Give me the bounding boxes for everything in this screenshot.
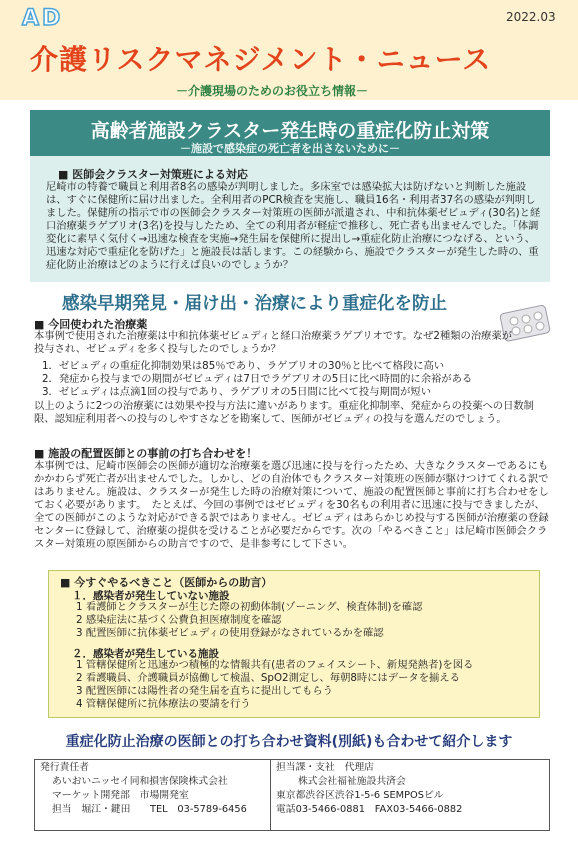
publisher-dept: マーケット開発部 市場開発室 bbox=[52, 790, 189, 801]
publisher-contact: 担当 堀江・鍵田 TEL 03-5789-6456 bbox=[52, 804, 247, 815]
todo-group2-title: ２．感染者が発生している施設 bbox=[72, 648, 219, 660]
list-item: 3．ゼビュディは点滴1回の投与であり、ラゲブリオの5日間に比べて投与期間が短い bbox=[42, 386, 432, 398]
agent-label: 担当課・支社 代理店 bbox=[276, 762, 374, 773]
footer-divider bbox=[270, 759, 271, 831]
closing-note: 重症化防止治療の医師との打ち合わせ資料(別紙)も合わせて紹介します bbox=[65, 734, 513, 750]
feature-title: 高齢者施設クラスター発生時の重症化防止対策 bbox=[90, 120, 490, 142]
issue-date: 2022.03 bbox=[506, 10, 556, 24]
list-item: 3 配置医師に抗体薬ゼビュディの使用登録がなされているかを確認 bbox=[76, 627, 384, 639]
feature-section-heading: ■ 医師会クラスター対策班による対応 bbox=[58, 168, 248, 181]
todo-group1-list bbox=[76, 601, 526, 640]
publisher-info bbox=[40, 761, 247, 817]
section-heading: 感染早期発見・届け出・治療により重症化を防止 bbox=[62, 294, 447, 314]
doctor-meeting-heading: ■ 施設の配置医師との事前の打ち合わせを！ bbox=[34, 447, 258, 460]
newsletter-subtitle: －介護現場のためのお役立ち情報－ bbox=[176, 84, 369, 98]
agent-address: 東京都渋谷区渋谷1-5-6 SEMPOSビル bbox=[276, 790, 444, 801]
agent-phone: 電話03-5466-0881 FAX03-5466-0882 bbox=[276, 804, 463, 815]
list-item: 2 看護職員、介護職員が協働して検温、SpO2測定し、毎朝8時にはデータを揃える bbox=[76, 672, 460, 684]
reasons-list bbox=[42, 360, 542, 399]
doctor-meeting-body: 本事例では、尼崎市医師会の医師が適切な治療薬を選び迅速に投与を行ったため、大きなクラスターであるにもかかわらず死亡者が出ませんでした。しかし、どの自治体でもクラスター対策班の医師が駆けつけてくれる訳ではありません。施設は、クラスターが発生した時の治療対策について、施設の配置医師と事前に打ち合わせをしておく必要があります。 たとえば、今回の事例ではゼビュディを30名もの利用者に迅速に投与できましたが、全ての医師がこのような対応ができる訳ではありません。ゼビュディはあらかじめ投与する医師が治療薬の登録センターに登録して、治療薬の提供を受けることが必要だからです。次の「やるべきこと」は尼崎市医師会クラスター対策班の原医師からの助言ですので、是非参考にして下さい。 bbox=[34, 460, 549, 550]
list-item: 2．発症から投与までの期間がゼビュディは7日でラゲブリオの5日に比べ時間的に余裕がある bbox=[42, 373, 473, 385]
publisher-label: 発行責任者 bbox=[40, 762, 89, 773]
reasons-body: 以上のように2つの治療薬には効果や投与方法に違いがあります。重症化抑制率、発症からの投薬への日数制限、認知症利用者への投与のしやすさなどを勘案して、医師がゼビュディの投与を選んだのでしょう。 bbox=[34, 400, 534, 425]
todo-group2-list bbox=[76, 659, 526, 711]
publisher-company: あいおいニッセイ同和損害保険株式会社 bbox=[52, 776, 228, 787]
drugs-heading: ■ 今回使われた治療薬 bbox=[34, 318, 148, 331]
todo-heading: ■ 今すぐやるべきこと（医師からの助言） bbox=[60, 576, 273, 589]
ad-badge: AD bbox=[22, 6, 64, 31]
agent-company: 株式会社福祉施設共済会 bbox=[298, 776, 406, 787]
agent-info bbox=[276, 761, 462, 817]
list-item: 4 管轄保健所に抗体療法の要請を行う bbox=[76, 698, 251, 710]
drugs-body: 本事例で使用された治療薬は中和抗体薬ゼビュディと経口治療薬ラゲブリオです。なぜ2種類の治療薬が投与され、ゼビュディを多く投与したのでしょうか？ bbox=[34, 330, 513, 355]
list-item: 2 感染症法に基づく公費負担医療制度を確認 bbox=[76, 614, 282, 626]
feature-subtitle: －施設で感染症の死亡者を出さないために－ bbox=[180, 142, 400, 155]
list-item: 1 看護師とクラスターが生じた際の初動体制(ゾーニング、検査体制)を確認 bbox=[76, 601, 423, 613]
list-item: 3 配置医師には陽性者の発生届を直ちに提出してもらう bbox=[76, 685, 333, 697]
newsletter-title: 介護リスクマネジメント・ニュース bbox=[30, 43, 492, 76]
list-item: 1．ゼビュディの重症化抑制効果は85％であり、ラゲブリオの30％と比べて格段に高い bbox=[42, 360, 445, 372]
list-item: 1 管轄保健所と迅速かつ積極的な情報共有(患者のフェイスシート、新規発熱者)を図る bbox=[76, 659, 474, 671]
feature-body: 尼崎市の特養で職員と利用者8名の感染が判明しました。多床室では感染拡大は防げないと判断した施設は、すぐに保健所に届け出ました。全利用者のPCR検査を実施し、職員16名・利用者37名の感染が判明しました。保健所の指示で市の医師会クラスター対策班の医師が派遣され、中和抗体薬ゼビュディ(30名)と経口治療薬ラゲブリオ(3名)を投与したため、全ての利用者が軽症で推移し、死亡者も出ませんでした。「体調変化に素早く気付く→迅速な検査を実施→発生届を保健所に提出し→重症化防止治療につなげる、という、迅速な対応で重症化を防げた」と施設長は話します。この経験から、施設でクラスターが発生した時の、重症化防止治療はどのように行えば良いのでしょうか？ bbox=[46, 181, 541, 271]
todo-group1-title: １．感染者が発生していない施設 bbox=[72, 590, 230, 602]
